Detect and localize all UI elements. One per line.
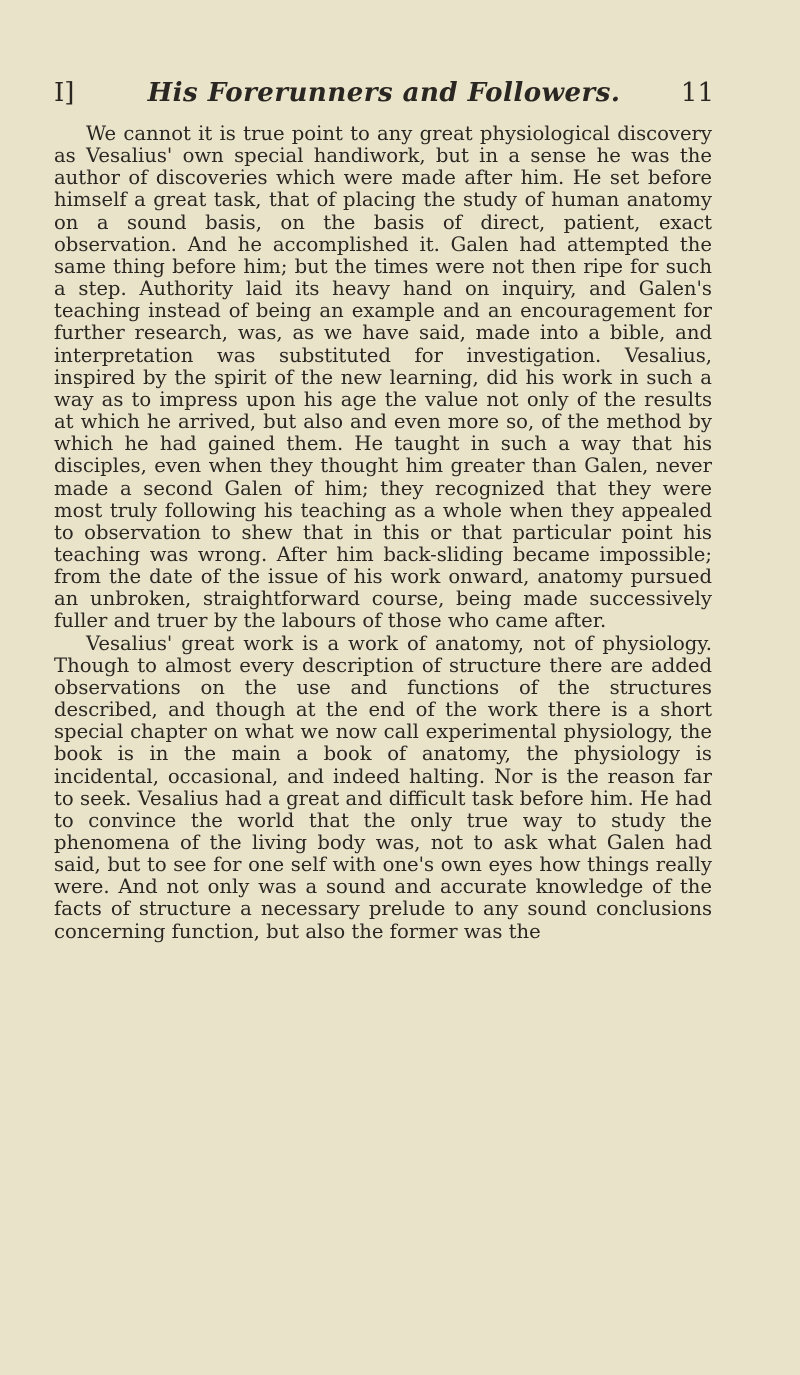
body-text	[54, 123, 712, 943]
running-header	[54, 78, 714, 118]
page-number: 11	[680, 78, 714, 108]
running-title: His Forerunners and Followers.	[147, 78, 621, 108]
paragraph: Vesalius' great work is a work of anatomy, not of physiology. Though to almost every description of structure there are added observations on the use and functions of the structures described, and though at the end of the work there is a short special chapter on what we now call experimental physiology, the book is in the main a book of anatomy, the physiology is incidental, occasional, and indeed halting. Nor is the reason far to seek. Vesalius had a great and difficult task before him. He had to convince the world that the only true way to study the phenomena of the living body was, not to ask what Galen had said, but to see for one self with one's own eyes how things really were. And not only was a sound and accurate knowledge of the facts of structure a necessary prelude to any sound conclusions concerning function, but also the former was the	[54, 631, 712, 943]
paragraph: We cannot it is true point to any great physiological discovery as Vesalius' own special handiwork, but in a sense he was the author of discoveries which were made after him. He set before himself a great task, that of placing the study of human anatomy on a sound basis, on the basis of direct, patient, exact observation. And he accomplished it. Galen had attempted the same thing before him; but the times were not then ripe for such a step. Authority laid its heavy hand on inquiry, and Galen's teaching instead of being an example and an encouragement for further research, was, as we have said, made into a bible, and interpretation was substituted for investigation. Vesalius, inspired by the spirit of the new learning, did his work in such a way as to impress upon his age the value not only of the results at which he arrived, but also and even more so, of the method by which he had gained them. He taught in such a way that his disciples, even when they thought him greater than Galen, never made a second Galen of him; they recognized that they were most truly following his teaching as a whole when they appealed to observation to shew that in this or that particular point his teaching was wrong. After him back-sliding became impossible; from the date of the issue of his work onward, anatomy pursued an unbroken, straightforward course, being made successively fuller and truer by the labours of those who came after.	[54, 122, 712, 633]
chapter-number: I]	[54, 78, 75, 108]
